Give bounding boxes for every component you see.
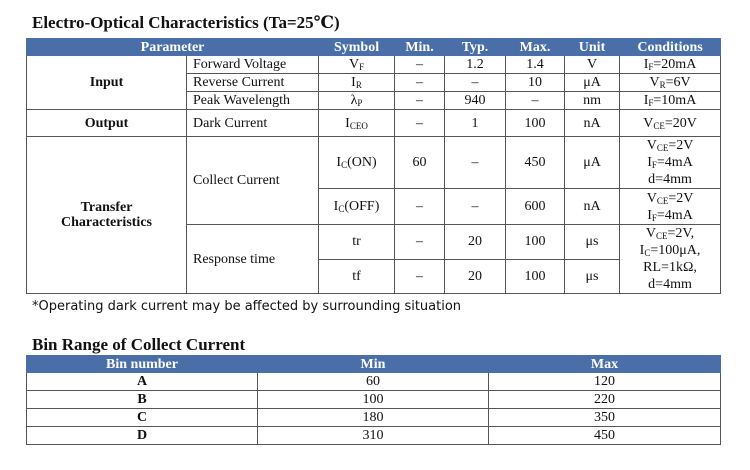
typ-cell: 1.2 <box>445 56 506 74</box>
header-bin-min: Min <box>258 356 489 373</box>
bin-range-table <box>26 355 721 445</box>
typ-cell: – <box>445 74 506 92</box>
max-cell: – <box>506 92 565 110</box>
header-parameter: Parameter <box>27 39 319 56</box>
symbol-cell: $\lambda_P$ <box>319 92 395 110</box>
table-row <box>27 427 721 445</box>
header-bin-max: Max <box>489 356 721 373</box>
unit-cell: nm <box>565 92 620 110</box>
max-cell: 10 <box>506 74 565 92</box>
symbol-cell: tf <box>319 259 395 294</box>
min-cell: – <box>395 225 445 260</box>
max-cell: 120 <box>489 373 721 391</box>
group-transfer: Transfer Characteristics <box>27 137 187 294</box>
symbol-cell: $I_C(ON)$ <box>319 137 395 189</box>
condition-cell: $V_{CE}=20V$ <box>620 110 721 137</box>
header-min: Min. <box>395 39 445 56</box>
unit-cell: nA <box>565 189 620 225</box>
table-row <box>27 110 721 137</box>
max-cell: 1.4 <box>506 56 565 74</box>
unit-cell: μA <box>565 137 620 189</box>
param-cell: Dark Current <box>187 110 319 137</box>
unit-cell: V <box>565 56 620 74</box>
table-row <box>27 409 721 427</box>
table-row <box>27 137 721 189</box>
min-cell: 180 <box>258 409 489 427</box>
table-row <box>27 56 721 74</box>
symbol-cell: $V_F$ <box>319 56 395 74</box>
bin-cell: B <box>27 391 258 409</box>
max-cell: 450 <box>506 137 565 189</box>
header-typ: Typ. <box>445 39 506 56</box>
typ-cell: 20 <box>445 225 506 260</box>
table-header-row <box>27 356 721 373</box>
table-row <box>27 391 721 409</box>
unit-cell: μs <box>565 225 620 260</box>
typ-cell: – <box>445 189 506 225</box>
unit-cell: μs <box>565 259 620 294</box>
min-cell: – <box>395 189 445 225</box>
bin-cell: A <box>27 373 258 391</box>
group-input: Input <box>27 56 187 110</box>
footnote: *Operating dark current may be affected by surrounding situation <box>32 299 462 314</box>
min-cell: – <box>395 56 445 74</box>
min-cell: – <box>395 74 445 92</box>
typ-cell: 940 <box>445 92 506 110</box>
min-cell: 60 <box>258 373 489 391</box>
bin-cell: D <box>27 427 258 445</box>
max-cell: 220 <box>489 391 721 409</box>
unit-cell: μA <box>565 74 620 92</box>
max-cell: 100 <box>506 259 565 294</box>
header-unit: Unit <box>565 39 620 56</box>
typ-cell: 1 <box>445 110 506 137</box>
symbol-cell: $I_R$ <box>319 74 395 92</box>
min-cell: – <box>395 259 445 294</box>
min-cell: 100 <box>258 391 489 409</box>
symbol-cell: tr <box>319 225 395 260</box>
electro-optical-table <box>26 38 721 294</box>
section-title-bin-range: Bin Range of Collect Current <box>32 335 246 354</box>
max-cell: 450 <box>489 427 721 445</box>
symbol-cell: $I_C(OFF)$ <box>319 189 395 225</box>
typ-cell: – <box>445 137 506 189</box>
header-symbol: Symbol <box>319 39 395 56</box>
header-max: Max. <box>506 39 565 56</box>
min-cell: 60 <box>395 137 445 189</box>
min-cell: – <box>395 92 445 110</box>
param-cell: Peak Wavelength <box>187 92 319 110</box>
condition-cell: $I_F=10mA$ <box>620 92 721 110</box>
unit-cell: nA <box>565 110 620 137</box>
max-cell: 100 <box>506 110 565 137</box>
min-cell: – <box>395 110 445 137</box>
param-cell: Response time <box>187 225 319 294</box>
header-conditions: Conditions <box>620 39 721 56</box>
param-cell: Forward Voltage <box>187 56 319 74</box>
max-cell: 100 <box>506 225 565 260</box>
header-bin-number: Bin number <box>27 356 258 373</box>
symbol-cell: $I_{CEO}$ <box>319 110 395 137</box>
condition-cell: $V_R=6V$ <box>620 74 721 92</box>
bin-cell: C <box>27 409 258 427</box>
condition-cell: $V_{CE}=2V$ $I_F=4mA$ d=4mm <box>620 137 721 189</box>
min-cell: 310 <box>258 427 489 445</box>
section-title-electro-optical: Electro-Optical Characteristics (Ta=25℃) <box>32 13 340 32</box>
condition-cell: $I_F=20mA$ <box>620 56 721 74</box>
max-cell: 600 <box>506 189 565 225</box>
param-cell: Collect Current <box>187 137 319 225</box>
condition-cell: $V_{CE}=2V$ $I_F=4mA$ <box>620 189 721 225</box>
table-row <box>27 373 721 391</box>
table-header-row <box>27 39 721 56</box>
typ-cell: 20 <box>445 259 506 294</box>
condition-cell: $V_{CE}=2V$, $I_C=100\mu A$, RL=1kΩ, d=4mm <box>620 225 721 294</box>
param-cell: Reverse Current <box>187 74 319 92</box>
max-cell: 350 <box>489 409 721 427</box>
group-output: Output <box>27 110 187 137</box>
